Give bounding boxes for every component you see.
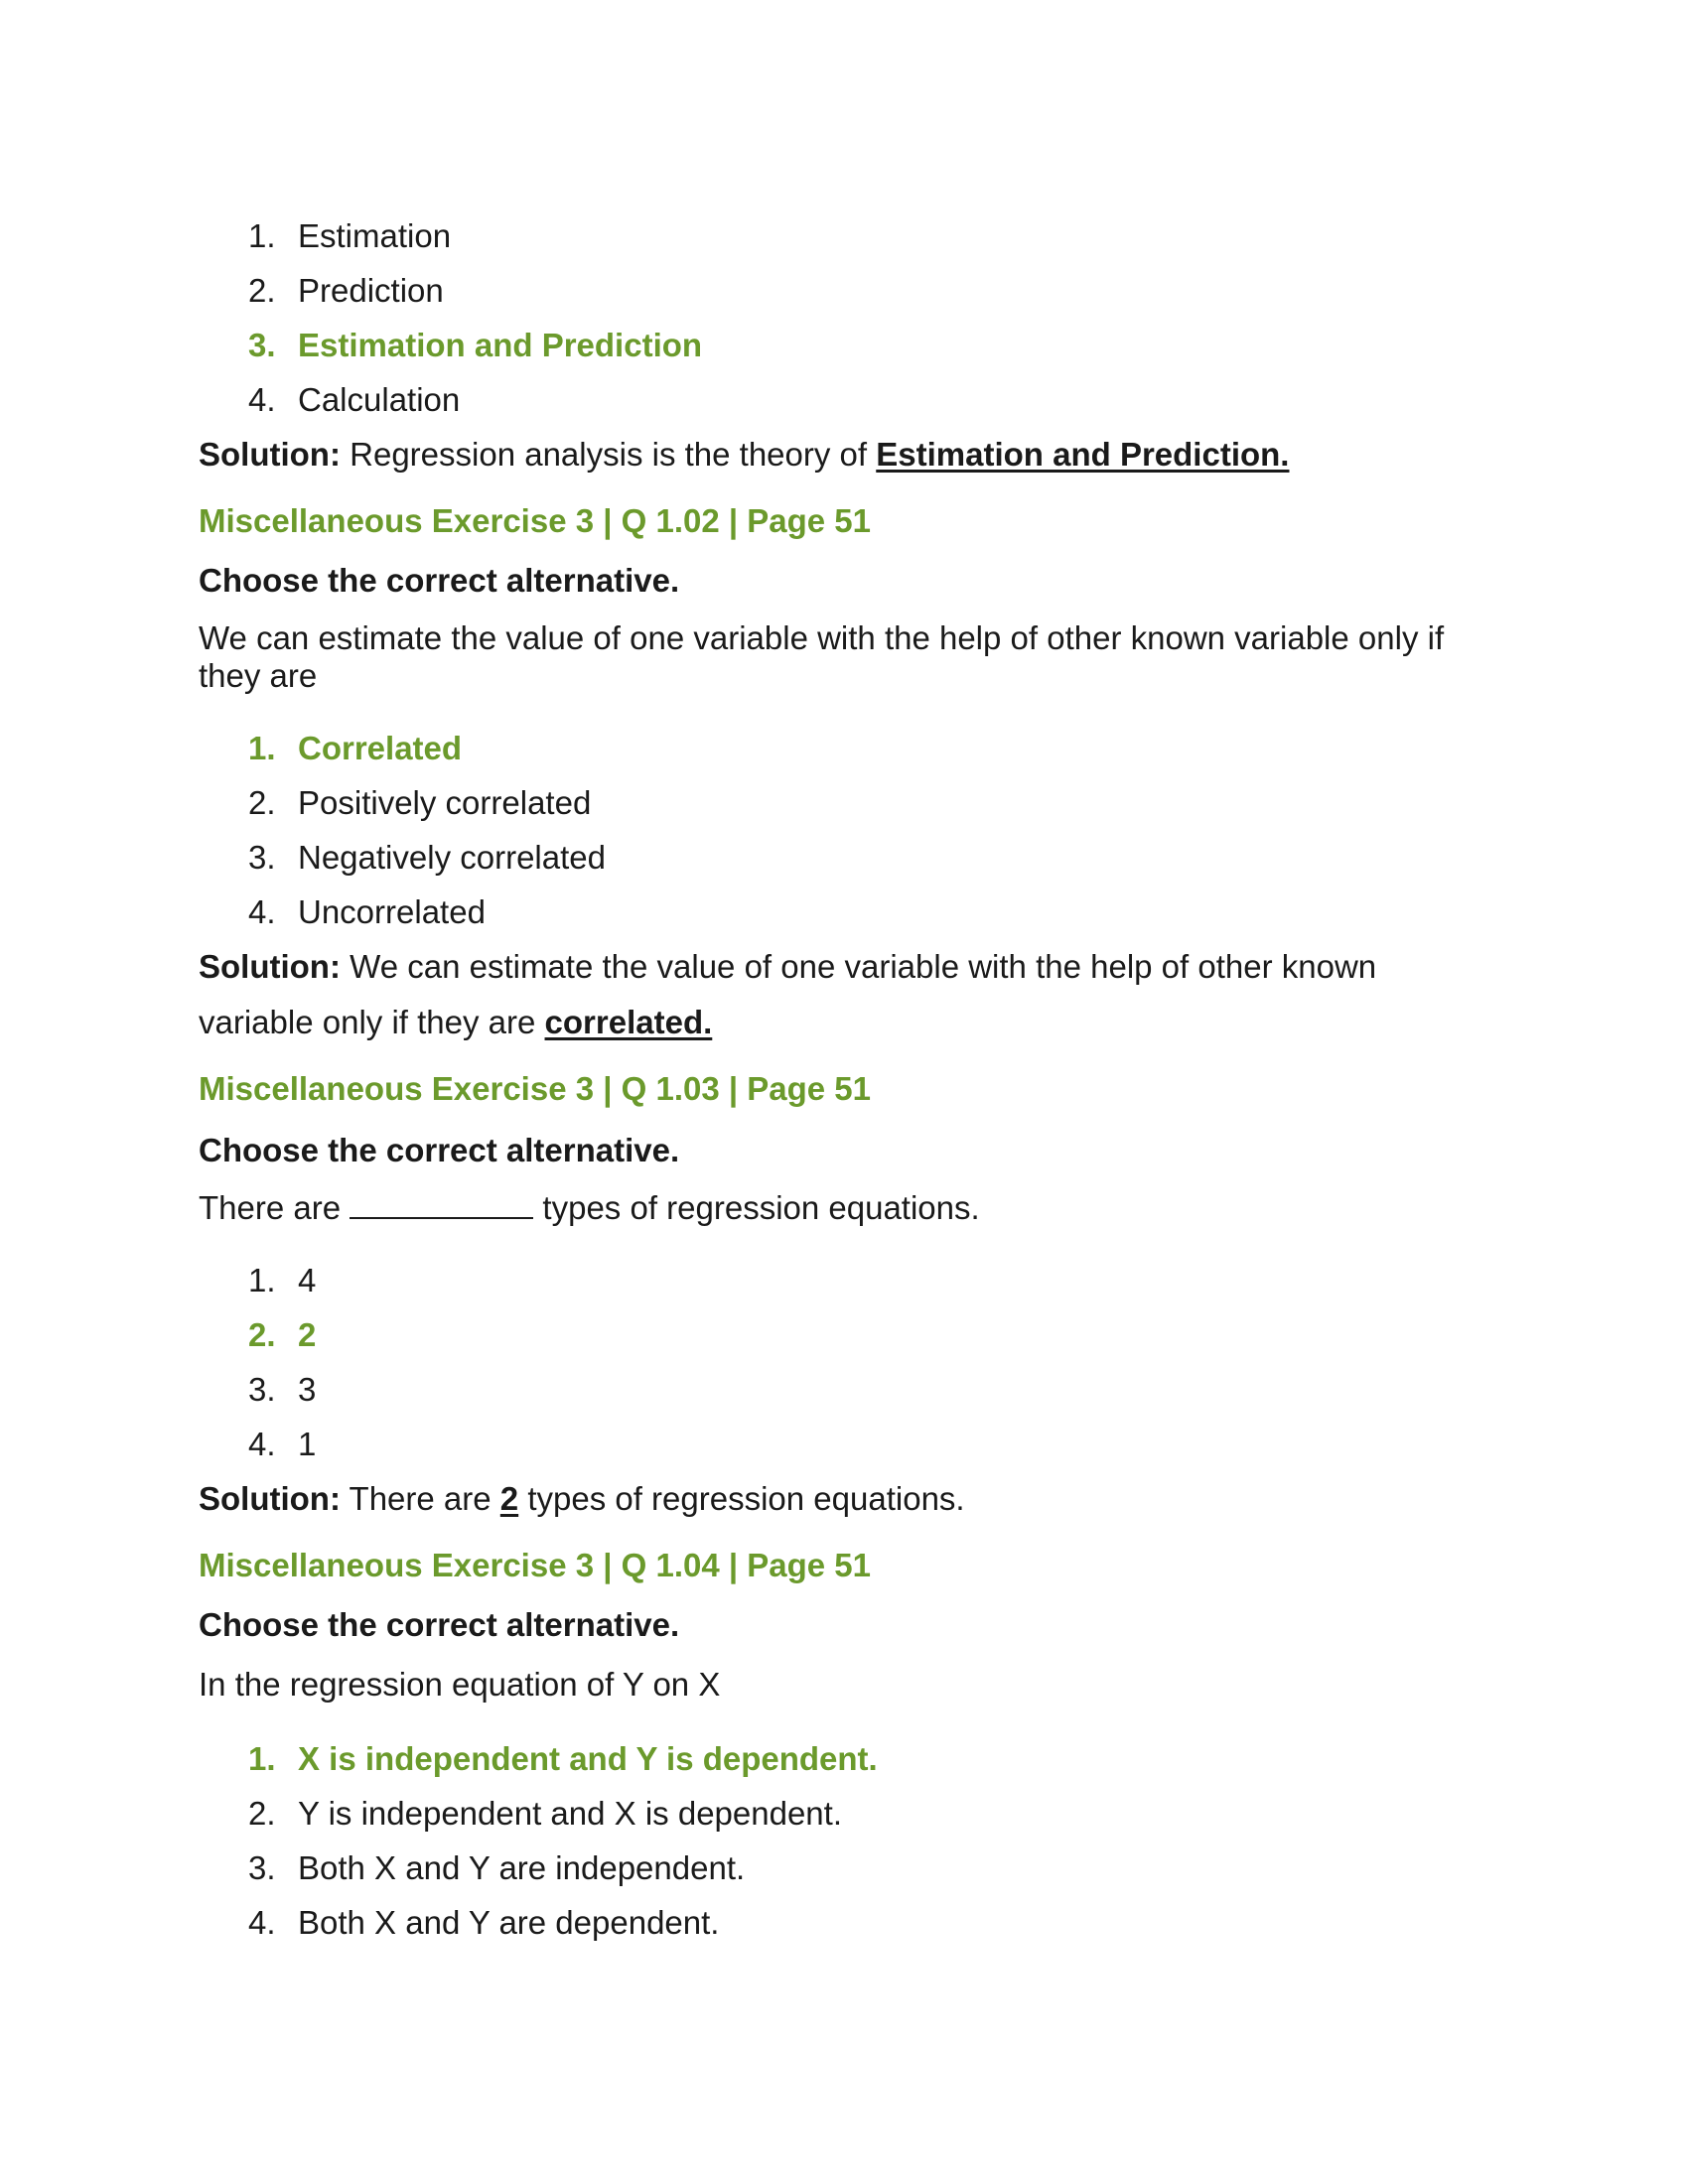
q4-option-2: 2. Y is independent and X is dependent. bbox=[248, 1795, 842, 1832]
solution-text-before: There are bbox=[349, 1480, 492, 1517]
question-text-after: types of regression equations. bbox=[542, 1189, 980, 1226]
solution-label: Solution: bbox=[199, 948, 341, 985]
solution-answer: correlated. bbox=[544, 1004, 713, 1040]
solution-text: We can estimate the value of one variable with the help of other known variable only if they are bbox=[199, 948, 1377, 1040]
question-text-before: There are bbox=[199, 1189, 342, 1226]
solution-text-after: types of regression equations. bbox=[527, 1480, 965, 1517]
solution-answer: Estimation and Prediction. bbox=[876, 436, 1290, 473]
q4-option-3: 3. Both X and Y are independent. bbox=[248, 1849, 746, 1886]
q4-heading: Miscellaneous Exercise 3 | Q 1.04 | Page 51 bbox=[199, 1547, 872, 1583]
q1-option-3-correct: 3. Estimation and Prediction bbox=[248, 327, 703, 363]
q2-solution bbox=[199, 939, 1430, 1050]
q2-option-1-correct: 1. Correlated bbox=[248, 730, 463, 766]
q3-heading: Miscellaneous Exercise 3 | Q 1.03 | Page 51 bbox=[199, 1070, 872, 1107]
q2-option-2: 2. Positively correlated bbox=[248, 784, 592, 821]
q4-option-4: 4. Both X and Y are dependent. bbox=[248, 1904, 720, 1941]
q3-option-2-correct: 2. 2 bbox=[248, 1316, 317, 1353]
q1-options bbox=[199, 208, 1489, 427]
q3-option-1: 1. 4 bbox=[248, 1262, 317, 1298]
solution-label: Solution: bbox=[199, 1480, 341, 1517]
document-page bbox=[199, 208, 1489, 1950]
fill-in-blank bbox=[350, 1189, 533, 1219]
q2-option-3: 3. Negatively correlated bbox=[248, 839, 606, 876]
q4-question: In the regression equation of Y on X bbox=[199, 1666, 721, 1703]
q3-solution bbox=[199, 1471, 1489, 1527]
q2-option-4: 4. Uncorrelated bbox=[248, 893, 486, 930]
q4-option-1-correct: 1. X is independent and Y is dependent. bbox=[248, 1740, 878, 1777]
q3-options bbox=[199, 1253, 1489, 1471]
q4-options bbox=[199, 1731, 1489, 1950]
q3-option-3: 3. 3 bbox=[248, 1371, 317, 1408]
q3-option-4: 4. 1 bbox=[248, 1426, 317, 1462]
q2-options bbox=[199, 721, 1489, 939]
q1-solution bbox=[199, 427, 1489, 482]
q3-question bbox=[199, 1189, 1489, 1227]
q3-instruction: Choose the correct alternative. bbox=[199, 1132, 680, 1168]
q2-instruction: Choose the correct alternative. bbox=[199, 562, 680, 599]
q1-option-2: 2. Prediction bbox=[248, 272, 444, 309]
q1-option-4: 4. Calculation bbox=[248, 381, 461, 418]
q4-instruction: Choose the correct alternative. bbox=[199, 1606, 680, 1643]
solution-text: Regression analysis is the theory of bbox=[350, 436, 868, 473]
q1-option-1: 1. Estimation bbox=[248, 217, 452, 254]
q2-heading: Miscellaneous Exercise 3 | Q 1.02 | Page 51 bbox=[199, 502, 872, 539]
solution-label: Solution: bbox=[199, 436, 341, 473]
solution-answer: 2 bbox=[499, 1480, 519, 1517]
q2-question: We can estimate the value of one variable with the help of other known variable only if they are bbox=[199, 619, 1445, 694]
